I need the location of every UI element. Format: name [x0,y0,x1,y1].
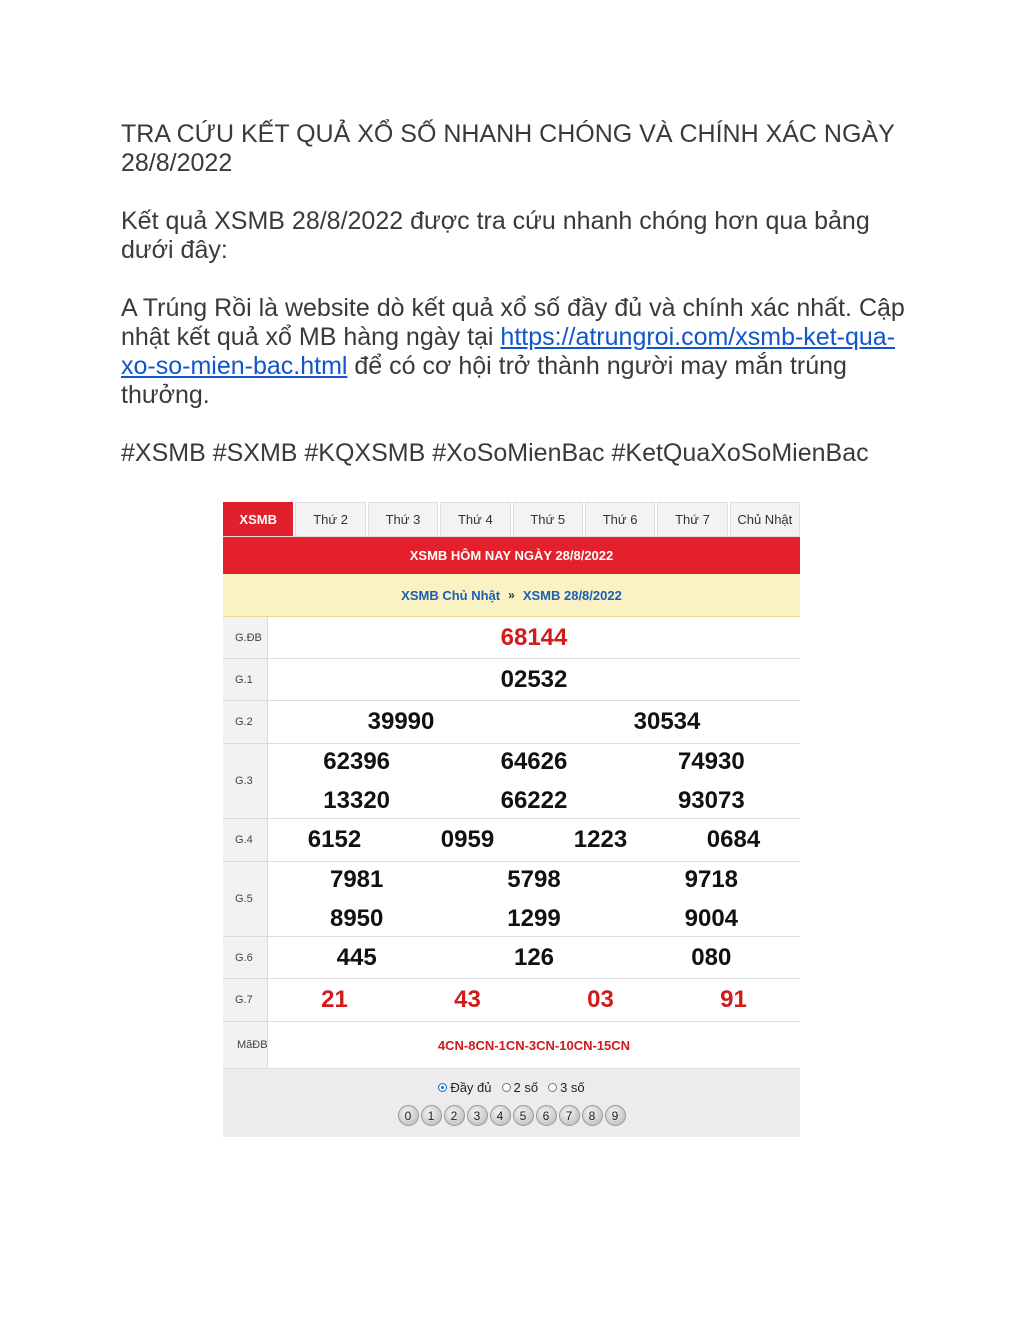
prize-number: 445 [336,943,377,971]
prize-row-g2 [223,701,800,744]
results-footer [223,1069,800,1137]
prize-number: 9718 [684,865,739,893]
option-full[interactable]: Đầy đủ [438,1080,491,1095]
lottery-results-widget [223,502,800,1134]
tab-xsmb[interactable]: XSMB [223,502,293,536]
prize-row-g6 [223,937,800,979]
prize-number: 64626 [500,747,568,775]
prize-label: G.4 [223,819,268,861]
prize-number: 62396 [323,747,391,775]
prize-label: G.ĐB [223,617,268,658]
prize-number: 5798 [507,865,561,893]
prize-number: 03 [587,986,614,1013]
prize-row-g3 [223,744,800,819]
prize-number: 9004 [684,904,739,932]
tab-thu-4[interactable]: Thứ 4 [440,502,510,536]
display-options [438,1080,584,1095]
prize-number: 43 [454,986,481,1013]
option-3-digits[interactable]: 3 số [548,1080,585,1095]
breadcrumb-link-date[interactable]: XSMB 28/8/2022 [522,587,622,603]
prize-label: G.5 [223,862,268,936]
tab-chu-nhat[interactable]: Chủ Nhật [730,502,800,536]
radio-icon[interactable] [502,1083,511,1092]
prize-number: 74930 [677,747,745,775]
article-site-paragraph [121,294,911,410]
breadcrumb-link-day[interactable]: XSMB Chủ Nhật [401,587,501,603]
option-2-digits[interactable]: 2 số [502,1080,539,1095]
prize-row-g1 [223,659,800,701]
radio-checked-icon[interactable] [438,1083,447,1092]
site-text-after: để có cơ hội trở thành người may mắn trúng thưởng. [121,352,847,409]
breadcrumb-separator: » [508,588,515,602]
ma-db-value: 4CN-8CN-1CN-3CN-10CN-15CN [437,1037,631,1053]
prize-number: 080 [691,943,732,971]
prize-number: 93073 [677,786,745,814]
prize-number: 68144 [500,623,568,651]
digit-button[interactable]: 4 [490,1105,511,1126]
ma-db-label: Mã ĐB [223,1022,268,1068]
digit-button[interactable]: 9 [605,1105,626,1126]
prize-row-g7 [223,979,800,1022]
article [121,120,911,468]
prize-number: 13320 [323,786,391,814]
day-tabs [223,502,800,537]
tab-thu-5[interactable]: Thứ 5 [513,502,583,536]
ma-db-row [223,1022,800,1069]
digit-button[interactable]: 8 [582,1105,603,1126]
prize-label: G.3 [223,744,268,818]
digit-button[interactable]: 0 [398,1105,419,1126]
prize-number: 8950 [329,904,384,932]
digit-button[interactable]: 2 [444,1105,465,1126]
radio-icon[interactable] [548,1083,557,1092]
digit-button[interactable]: 1 [421,1105,442,1126]
prize-row-g4 [223,819,800,862]
tab-thu-2[interactable]: Thứ 2 [295,502,365,536]
site-link[interactable]: https://atrungroi.com/xsmb-ket-qua-xo-so-mien-bac.html [121,323,896,380]
prize-number: 0959 [440,826,495,853]
prize-label: G.1 [223,659,268,700]
prize-number: 91 [720,986,747,1013]
article-intro: Kết quả XSMB 28/8/2022 được tra cứu nhanh chóng hơn qua bảng dưới đây: [121,207,870,264]
prize-row-g5 [223,862,800,937]
prize-number: 0684 [706,826,761,853]
article-title: TRA CỨU KẾT QUẢ XỔ SỐ NHANH CHÓNG VÀ CHÍNH XÁC NGÀY 28/8/2022 [121,120,895,177]
prize-number: 21 [321,986,348,1013]
tab-thu-3[interactable]: Thứ 3 [368,502,438,536]
prize-number: 1223 [573,826,628,853]
tab-thu-7[interactable]: Thứ 7 [657,502,727,536]
site-text-before: A Trúng Rồi là website dò kết quả xổ số đầy đủ và chính xác nhất. Cập nhật kết quả xổ MB hàng ngày tại [121,294,905,351]
tab-thu-6[interactable]: Thứ 6 [585,502,655,536]
prize-label: G.7 [223,979,268,1021]
digit-button[interactable]: 6 [536,1105,557,1126]
prize-number: 1299 [507,904,561,932]
prize-label: G.2 [223,701,268,743]
hashtags: #XSMB #SXMB #KQXSMB #XoSoMienBac #KetQuaXoSoMienBac [121,439,869,467]
digit-filter [398,1105,626,1126]
prize-number: 6152 [307,826,362,853]
prize-number: 02532 [500,665,568,693]
prize-label: G.6 [223,937,268,978]
prize-row-db [223,617,800,659]
digit-button[interactable]: 5 [513,1105,534,1126]
prize-number: 7981 [329,865,384,893]
digit-button[interactable]: 7 [559,1105,580,1126]
prize-number: 39990 [367,708,435,735]
digit-button[interactable]: 3 [467,1105,488,1126]
breadcrumb [223,574,800,617]
prize-number: 30534 [633,708,701,735]
prize-number: 126 [513,943,555,971]
prize-number: 66222 [500,786,568,814]
results-banner: XSMB HÔM NAY NGÀY 28/8/2022 [223,537,800,574]
